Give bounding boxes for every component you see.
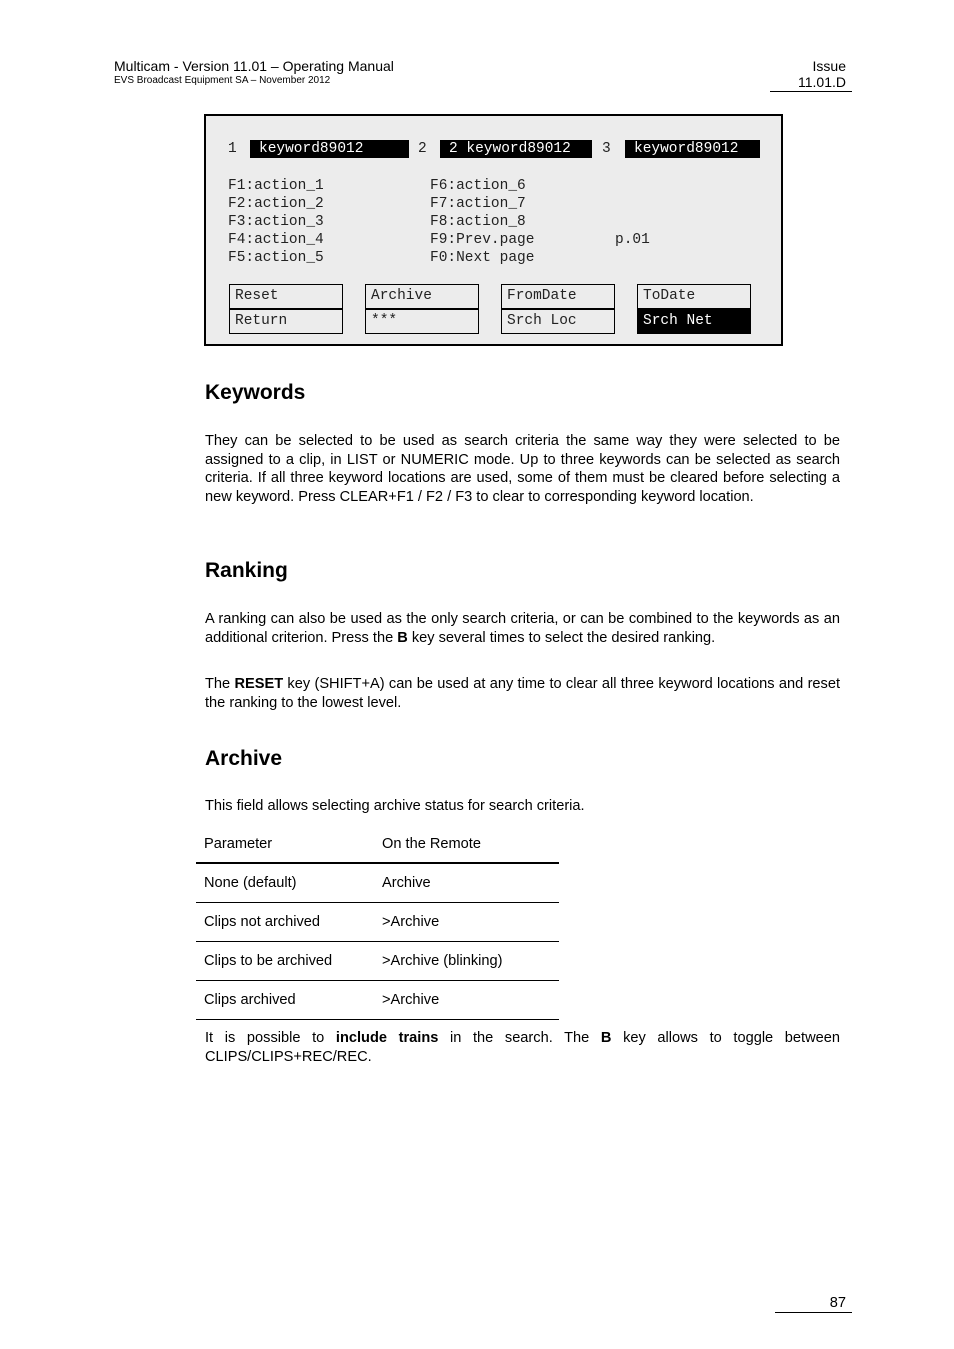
keyword-slot-3: keyword89012 bbox=[625, 140, 760, 158]
table-cell: >Archive bbox=[374, 981, 559, 1020]
archive-button[interactable]: Archive bbox=[365, 284, 479, 309]
ranking-button[interactable]: *** bbox=[365, 309, 479, 334]
fkey-1: F1:action_1 bbox=[228, 178, 324, 194]
page-header bbox=[114, 58, 394, 87]
return-button[interactable]: Return bbox=[229, 309, 343, 334]
document-subtitle: EVS Broadcast Equipment SA – November 2012 bbox=[114, 75, 331, 86]
ranking-heading: Ranking bbox=[205, 559, 288, 582]
fkey-2: F2:action_2 bbox=[228, 196, 324, 212]
archive-intro: This field allows selecting archive status for search criteria. bbox=[205, 798, 585, 814]
table-cell: Archive bbox=[374, 863, 559, 903]
fkey-6: F6:action_6 bbox=[430, 178, 526, 194]
reset-button[interactable]: Reset bbox=[229, 284, 343, 309]
fkey-4: F4:action_4 bbox=[228, 232, 324, 248]
table-header-row bbox=[196, 826, 559, 863]
ranking-paragraph-2: The RESET key (SHIFT+A) can be used at any time to clear all three keyword locations and reset the ranking to the lowest level. bbox=[205, 676, 841, 711]
function-keys-left bbox=[228, 177, 324, 267]
keyword-slot-1-number: 1 bbox=[228, 141, 237, 157]
table-cell: None (default) bbox=[196, 863, 374, 903]
page-number: 87 bbox=[775, 1294, 852, 1313]
table-cell: Clips archived bbox=[196, 981, 374, 1020]
function-keys-right bbox=[430, 177, 534, 267]
to-date-button[interactable]: ToDate bbox=[637, 284, 751, 309]
archive-parameter-table bbox=[196, 826, 559, 1020]
table-row bbox=[196, 981, 559, 1020]
keyword-slot-3-number: 3 bbox=[602, 141, 611, 157]
from-date-button[interactable]: FromDate bbox=[501, 284, 615, 309]
fkey-9: F9:Prev.page bbox=[430, 232, 535, 248]
fkey-8: F8:action_8 bbox=[430, 214, 526, 230]
document-title: Multicam - Version 11.01 – Operating Manual bbox=[114, 58, 394, 74]
search-local-button[interactable]: Srch Loc bbox=[501, 309, 615, 334]
issue-label: Issue bbox=[812, 58, 846, 74]
archive-heading: Archive bbox=[205, 747, 283, 770]
archive-trains-paragraph: It is possible to include trains in the search. The B key allows to toggle between CLIPS/CLIPS+REC/REC. bbox=[205, 1030, 840, 1065]
keyword-slot-1: keyword89012 bbox=[250, 140, 409, 158]
fkey-7: F7:action_7 bbox=[430, 196, 526, 212]
issue-value: 11.01.D bbox=[798, 74, 846, 90]
search-network-button[interactable]: Srch Net bbox=[637, 309, 751, 334]
table-cell: Clips not archived bbox=[196, 903, 374, 942]
remote-screen-display bbox=[204, 114, 783, 346]
table-row bbox=[196, 942, 559, 981]
page-indicator: p.01 bbox=[615, 232, 650, 248]
ranking-paragraph-1: A ranking can also be used as the only search criteria, or can be combined to the keywords as an additional criterion. Press the B key several times to select the desired ranking. bbox=[205, 611, 840, 646]
fkey-0: F0:Next page bbox=[430, 250, 535, 266]
table-row bbox=[196, 903, 559, 942]
keyword-slot-2-number: 2 bbox=[418, 141, 427, 157]
table-cell: Clips to be archived bbox=[196, 942, 374, 981]
table-header-cell: On the Remote bbox=[374, 826, 559, 863]
keywords-heading: Keywords bbox=[205, 381, 306, 404]
fkey-5: F5:action_5 bbox=[228, 250, 324, 266]
table-cell: >Archive bbox=[374, 903, 559, 942]
table-row bbox=[196, 863, 559, 903]
keyword-slot-2: 2 keyword89012 bbox=[440, 140, 592, 158]
issue-block bbox=[770, 58, 852, 92]
fkey-3: F3:action_3 bbox=[228, 214, 324, 230]
table-cell: >Archive (blinking) bbox=[374, 942, 559, 981]
table-header-cell: Parameter bbox=[196, 826, 374, 863]
keywords-paragraph: They can be selected to be used as search criteria the same way they were selected to be assigned to a clip, in LIST or NUMERIC mode. Up to three keywords can be selected as search criteria. If all three keyword locations are used, some of them must be cleared before selecting a new keyword. Press CLEAR+F1 / F2 / F3 to clear to corresponding keyword location. bbox=[205, 433, 840, 505]
